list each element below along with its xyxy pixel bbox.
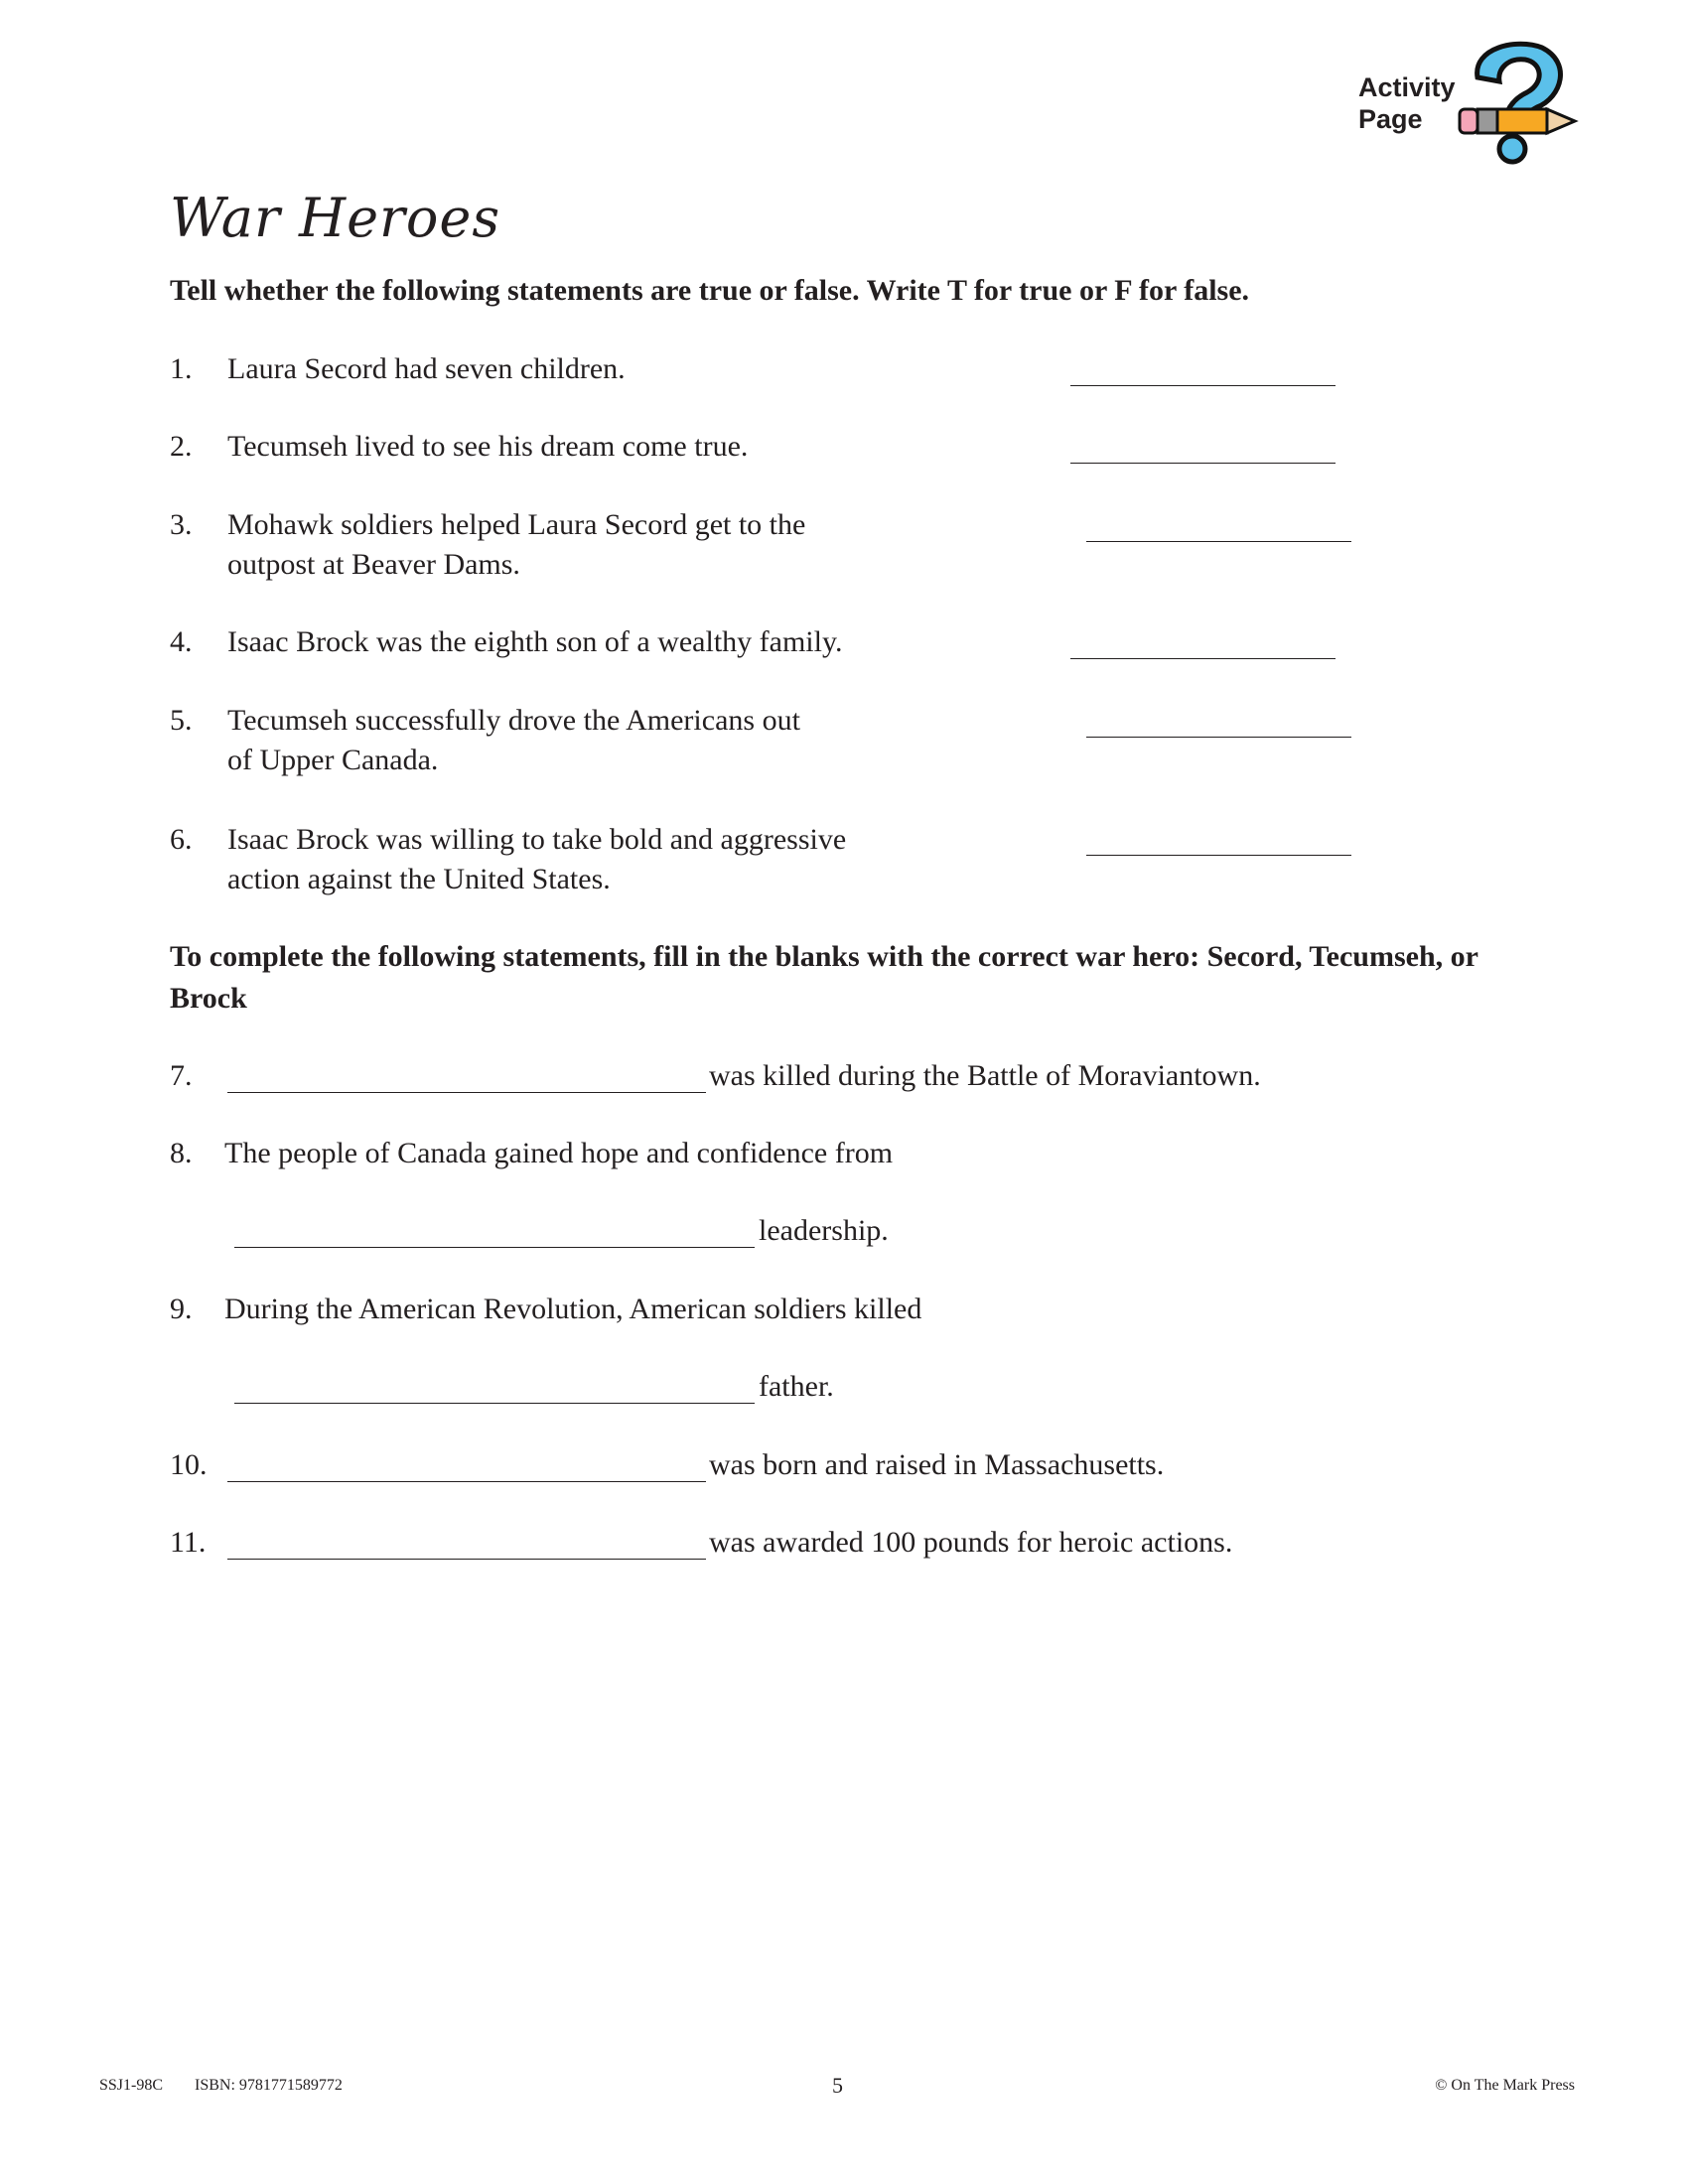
instruction-true-false: Tell whether the following statements are true or false. Write T for true or F for false. — [170, 274, 1250, 307]
answer-blank[interactable] — [1086, 855, 1351, 856]
answer-blank[interactable] — [1086, 541, 1351, 542]
footer-code: SSJ1-98C — [99, 2077, 164, 2094]
statement: Isaac Brock was the eighth son of a wealthy family. — [227, 625, 843, 658]
item-number: 4. — [170, 625, 193, 658]
footer-copyright: © On The Mark Press — [1435, 2077, 1575, 2094]
item-number: 8. — [170, 1137, 193, 1169]
item-number: 7. — [170, 1059, 193, 1092]
answer-blank[interactable] — [1086, 737, 1351, 738]
page-title: War Heroes — [170, 187, 501, 249]
item-number: 1. — [170, 352, 193, 385]
answer-blank[interactable] — [1070, 385, 1336, 386]
item-number: 2. — [170, 430, 193, 463]
statement: Laura Secord had seven children. — [227, 352, 626, 385]
activity-page-badge — [1358, 71, 1456, 135]
statement-end: father. — [759, 1370, 834, 1403]
statement-line2: action against the United States. — [227, 863, 611, 895]
answer-blank[interactable] — [1070, 463, 1336, 464]
statement: was killed during the Battle of Moraviantown. — [709, 1059, 1261, 1092]
item-number: 9. — [170, 1293, 193, 1325]
item-number: 10. — [170, 1448, 208, 1481]
statement: Tecumseh lived to see his dream come true. — [227, 430, 749, 463]
instruction-fill-in: To complete the following statements, fill in the blanks with the correct war hero: Secord, Tecumseh, or Brock — [170, 940, 1478, 1015]
fill-blank[interactable] — [227, 1092, 706, 1093]
footer-isbn: ISBN: 9781771589772 — [195, 2077, 343, 2094]
item-number: 6. — [170, 823, 193, 856]
statement-line2: of Upper Canada. — [227, 744, 439, 776]
statement-end: leadership. — [759, 1214, 889, 1247]
item-number: 11. — [170, 1526, 207, 1559]
answer-blank[interactable] — [1070, 658, 1336, 659]
statement: was awarded 100 pounds for heroic actions. — [709, 1526, 1233, 1559]
statement: During the American Revolution, American soldiers killed — [224, 1293, 922, 1325]
statement-line2: outpost at Beaver Dams. — [227, 548, 520, 581]
statement: was born and raised in Massachusetts. — [709, 1448, 1165, 1481]
fill-blank[interactable] — [234, 1247, 755, 1248]
fill-blank[interactable] — [227, 1481, 706, 1482]
fill-blank[interactable] — [234, 1403, 755, 1404]
fill-blank[interactable] — [227, 1559, 706, 1560]
item-number: 5. — [170, 704, 193, 737]
badge-line2: Page — [1358, 104, 1423, 134]
badge-line1: Activity — [1358, 72, 1456, 102]
item-number: 3. — [170, 508, 193, 541]
page-number: 5 — [832, 2073, 843, 2098]
question-pencil-icon — [1458, 38, 1579, 169]
statement: Mohawk soldiers helped Laura Secord get to the — [227, 508, 806, 541]
statement: The people of Canada gained hope and confidence from — [224, 1137, 894, 1169]
statement: Tecumseh successfully drove the Americans out — [227, 704, 800, 737]
statement: Isaac Brock was willing to take bold and aggressive — [227, 823, 847, 856]
